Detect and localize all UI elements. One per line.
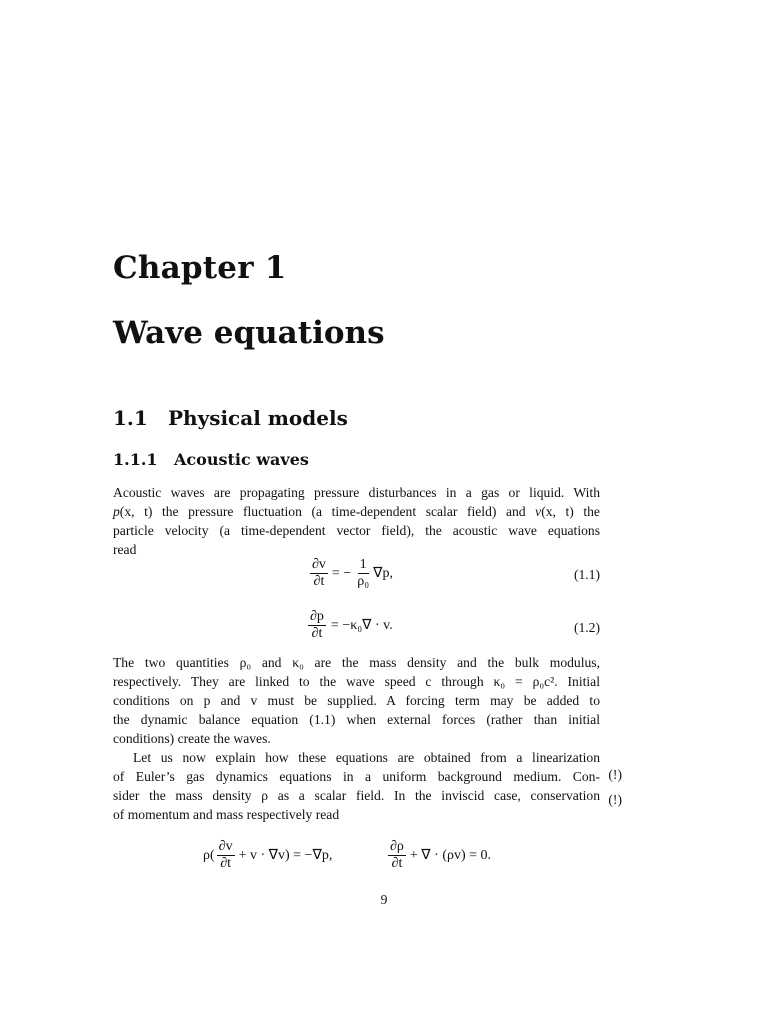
fraction [217, 839, 235, 872]
numerator: ∂v [312, 557, 326, 572]
equation-rhs: = −κ₀∇ · v. [330, 618, 393, 633]
section-heading [113, 406, 348, 430]
paragraph-line: Let us now explain how these equations are obtained from a linearization [133, 750, 600, 765]
paragraph-line: of momentum and mass respectively read [113, 807, 340, 822]
denominator: ρ₀ [357, 574, 370, 589]
denominator: ∂t [311, 626, 323, 641]
denominator: ∂t [313, 574, 325, 589]
subsection-number: 1.1.1 [113, 450, 158, 469]
subsection-title: Acoustic waves [174, 450, 309, 469]
paragraph-line: read [113, 542, 137, 557]
paragraph-line: sider the mass density ρ as a scalar field. In the inviscid case, conservation [113, 788, 600, 803]
paragraph-line: conditions) create the waves. [113, 731, 271, 746]
paragraph-line [113, 502, 600, 521]
margin-note: (!) [608, 792, 622, 807]
paragraph-line: The two quantities ρ₀ and κ₀ are the mass density and the bulk modulus, [113, 655, 600, 670]
section-number: 1.1 [113, 406, 148, 430]
paragraph-euler [113, 748, 600, 824]
margin-note: (!) [608, 767, 622, 782]
fraction [355, 557, 371, 590]
numerator: ∂p [310, 609, 324, 624]
fraction [310, 557, 328, 590]
paragraph-line: conditions on p and v must be supplied. A forcing term may be added to [113, 693, 600, 708]
var-p: p [113, 504, 120, 519]
paragraph-line: the dynamic balance equation (1.1) when external forces (rather than initial [113, 712, 600, 727]
paragraph-line: particle velocity (a time-dependent vector field), the acoustic wave equations [113, 523, 600, 538]
paragraph-quantities [113, 653, 600, 748]
text: the [573, 504, 600, 519]
equation-prefix: ρ( [203, 847, 215, 863]
numerator: 1 [359, 557, 367, 572]
args: (x, t) [119, 504, 153, 519]
operator: = − [331, 565, 352, 581]
equation-tail: ∇p, [373, 566, 393, 581]
numerator: ∂v [218, 839, 233, 854]
denominator: ∂t [220, 856, 232, 871]
equation-number: (1.1) [573, 567, 600, 582]
equation-1-2 [306, 609, 393, 642]
chapter-title: Wave equations [113, 315, 385, 351]
paragraph-line: Acoustic waves are propagating pressure disturbances in a gas or liquid. With [113, 485, 600, 500]
equation-number: (1.2) [573, 620, 600, 635]
section-title: Physical models [168, 406, 348, 430]
equation-rest: + ∇ · (ρv) = 0. [409, 848, 492, 863]
fraction [308, 609, 326, 642]
equation-euler-momentum [203, 839, 332, 872]
fraction [388, 839, 406, 872]
paragraph-line: of Euler’s gas dynamics equations in a uniform background medium. Con- [113, 769, 600, 784]
text: the pressure fluctuation (a time-dependent scalar field) and [152, 504, 536, 519]
paragraph-line: respectively. They are linked to the wave speed c through κ₀ = ρ₀c². Initial [113, 674, 600, 689]
paragraph-intro [113, 483, 600, 559]
var-v: v [535, 504, 542, 519]
equation-euler-mass [386, 839, 491, 872]
numerator: ∂ρ [390, 839, 404, 854]
subsection-heading [113, 450, 309, 469]
equation-rest: + v · ∇v) = −∇p, [238, 848, 333, 863]
page-number: 9 [380, 892, 388, 907]
denominator: ∂t [391, 856, 403, 871]
chapter-label: Chapter 1 [113, 250, 287, 286]
equation-1-1 [308, 557, 393, 590]
args: (x, t) [541, 504, 574, 519]
